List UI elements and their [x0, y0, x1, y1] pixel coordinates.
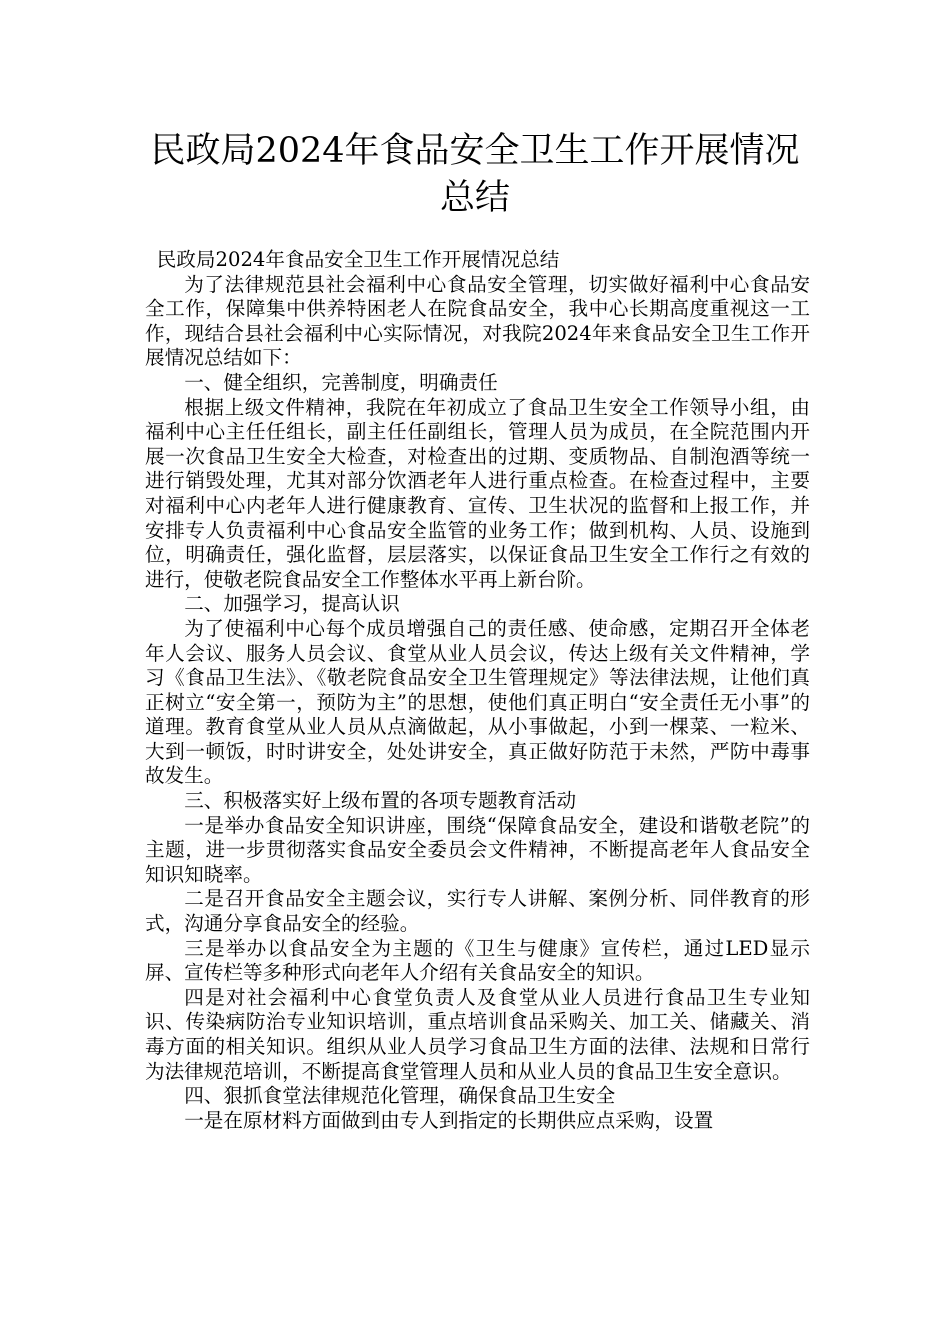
section-1-paragraph: 根据上级文件精神，我院在年初成立了食品卫生安全工作领导小组，由福利中心主任任组长，副主任任副组长，管理人员为成员，在全院范围内开展一次食品卫生安全大检查，对检查出的过期、变质物品、自制泡酒等统一进行销毁处理，尤其对部分饮酒老年人进行重点检查。在检查过程中，主要对福利中心内老年人进行健康教育、宣传、卫生状况的监督和上报工作，并安排专人负责福利中心食品安全监管的业务工作；做到机构、人员、设施到位，明确责任，强化监督，层层落实，以保证食品卫生安全工作行之有效的进行，使敬老院食品安全工作整体水平再上新台阶。 — [145, 395, 810, 591]
document-title — [100, 128, 850, 222]
section-3-item-4: 四是对社会福利中心食堂负责人及食堂从业人员进行食品卫生专业知识、传染病防治专业知识培训，重点培训食品采购关、加工关、储藏关、消毒方面的相关知识。组织从业人员学习食品卫生方面的法律、法规和日常行为法律规范培训，不断提高食堂管理人员和从业人员的食品卫生安全意识。 — [145, 985, 810, 1083]
document-body — [145, 248, 810, 1133]
section-heading-1: 一、健全组织，完善制度，明确责任 — [184, 370, 498, 394]
section-2-paragraph: 为了使福利中心每个成员增强自己的责任感、使命感，定期召开全体老年人会议、服务人员会议、食堂从业人员会议，传达上级有关文件精神，学习《食品卫生法》、《敬老院食品安全卫生管理规定》等法律法规，让他们真正树立“安全第一，预防为主”的思想，使他们真正明白“安全责任无小事”的道理。教育食堂从业人员从点滴做起，从小事做起，小到一棵菜、一粒米、大到一顿饭，时时讲安全，处处讲安全，真正做好防范于未然，严防中毒事故发生。 — [145, 616, 810, 788]
section-heading-3: 三、积极落实好上级布置的各项专题教育活动 — [184, 789, 577, 813]
section-3-item-2: 二是召开食品安全主题会议，实行专人讲解、案例分析、同伴教育的形式，沟通分享食品安全的经验。 — [145, 887, 810, 936]
section-heading-2: 二、加强学习，提高认识 — [184, 592, 400, 616]
section-3-item-3: 三是举办以食品安全为主题的《卫生与健康》宣传栏，通过LED显示屏、宣传栏等多种形式向老年人介绍有关食品安全的知识。 — [145, 936, 810, 985]
intro-paragraph: 为了法律规范县社会福利中心食品安全管理，切实做好福利中心食品安全工作，保障集中供养特困老人在院食品安全，我中心长期高度重视这一工作，现结合县社会福利中心实际情况，对我院2024年来食品安全卫生工作开展情况总结如下： — [145, 272, 810, 370]
title-line-1: 民政局2024年食品安全卫生工作开展情况 — [150, 131, 800, 171]
section-4-item-1: 一是在原材料方面做到由专人到指定的长期供应点采购，设置 — [184, 1108, 714, 1132]
section-3-item-1: 一是举办食品安全知识讲座，围绕“保障食品安全，建设和谐敬老院”的主题，进一步贯彻落实食品安全委员会文件精神，不断提高老年人食品安全知识知晓率。 — [145, 813, 810, 886]
section-heading-4: 四、狠抓食堂法律规范化管理，确保食品卫生安全 — [184, 1084, 616, 1108]
title-line-2: 总结 — [439, 178, 510, 218]
subtitle-paragraph: 民政局2024年食品安全卫生工作开展情况总结 — [156, 248, 560, 271]
